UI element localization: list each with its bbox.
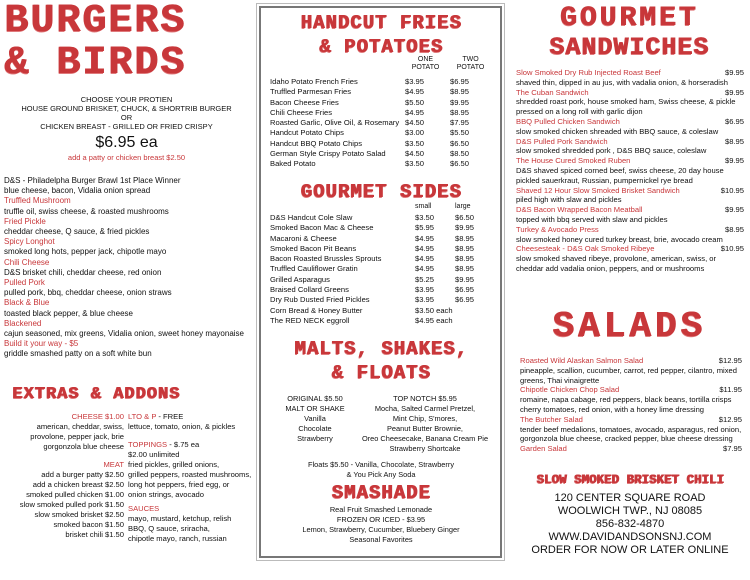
fries-row bbox=[270, 149, 495, 159]
salad-row bbox=[520, 356, 742, 366]
salad-price: $12.95 bbox=[718, 356, 742, 365]
sandwiches-column bbox=[505, 0, 750, 580]
sauces-label: SAUCES bbox=[128, 504, 160, 513]
sandwich-row bbox=[516, 244, 744, 254]
side-item: Braised Collard Greens bbox=[270, 285, 349, 295]
toppings-desc: $2.00 unlimited bbox=[128, 450, 180, 459]
fries-row bbox=[270, 108, 495, 118]
burger-name: Build it your way - $5 bbox=[4, 339, 79, 349]
burger-name: D&S - Philadelpha Burger Brawl 1st Place Winner bbox=[4, 176, 181, 185]
address-line: 120 CENTER SQUARE ROAD bbox=[554, 492, 706, 504]
fries-two-price: $6.95 bbox=[450, 77, 470, 86]
side-item: Macaroni & Cheese bbox=[270, 233, 337, 243]
burger-name: Fried Pickle bbox=[4, 216, 46, 226]
burger-name: Truffled Mushroom bbox=[4, 196, 71, 206]
toppings-label: TOPPINGS bbox=[128, 440, 168, 449]
smashade-title: SMASHADE bbox=[331, 482, 431, 504]
fries-two-price: $6.50 bbox=[450, 159, 470, 169]
burger-name: Black & Blue bbox=[4, 298, 50, 308]
salad-price: $12.95 bbox=[718, 414, 742, 424]
salad-price: $7.95 bbox=[722, 444, 742, 454]
fries-item: Bacon Cheese Fries bbox=[270, 97, 339, 107]
sandwich-price: $8.95 bbox=[724, 136, 744, 146]
salad-name: Chipotle Chicken Chop Salad bbox=[520, 385, 620, 395]
smashade-line: Lemon, Strawberry, Cucumber, Bluebery Ginger bbox=[302, 525, 460, 534]
sides-row bbox=[270, 316, 495, 326]
burger-desc: blue cheese, bacon, Vidalia onion spread bbox=[4, 186, 151, 196]
floats-text bbox=[265, 460, 497, 480]
meat-item: smoked pulled chicken $1.00 bbox=[26, 490, 124, 499]
fries-one-price: $3.00 bbox=[405, 128, 425, 138]
sides-header-cell: large bbox=[455, 203, 471, 210]
meat-item: slow smoked brisket $2.50 bbox=[34, 510, 124, 519]
smashade-line: FROZEN OR ICED - $3.95 bbox=[336, 515, 426, 524]
side-large-price: $6.50 bbox=[455, 213, 475, 222]
sandwich-row bbox=[516, 225, 744, 235]
sandwich-row bbox=[516, 156, 744, 166]
gourmet-title: GOURMET bbox=[559, 3, 699, 34]
side-small-price: $5.25 bbox=[415, 274, 435, 284]
sandwich-name: D&S Bacon Wrapped Bacon Meatball bbox=[516, 205, 643, 215]
fries-one-price: $4.95 bbox=[405, 87, 425, 97]
burger-price: $6.95 ea bbox=[95, 134, 158, 151]
sandwich-price: $8.95 bbox=[724, 224, 744, 234]
salad-row bbox=[520, 385, 742, 395]
address-line: WOOLWICH TWP., NJ 08085 bbox=[557, 505, 703, 517]
sandwich-name: The House Cured Smoked Ruben bbox=[516, 156, 631, 166]
sandwich-row bbox=[516, 137, 744, 147]
fries-one-price: $4.50 bbox=[405, 149, 425, 159]
burgers-column bbox=[0, 0, 255, 580]
side-item: Truffled Cauliflower Gratin bbox=[270, 264, 358, 274]
extras-title: EXTRAS & ADDONS bbox=[12, 385, 181, 404]
sides-row bbox=[270, 285, 495, 295]
sauces-desc: mayo, mustard, ketchup, relish bbox=[128, 514, 232, 523]
fries-item: Baked Potato bbox=[270, 159, 316, 169]
sandwich-desc: shredded roast pork, house smoked ham, Swiss cheese, & pickle pressed on a long roll with garlic dijon bbox=[516, 97, 736, 117]
fries-two-price: $5.50 bbox=[450, 128, 470, 138]
side-item: Dry Rub Dusted Fried Pickles bbox=[270, 295, 370, 305]
malt-line: Chocolate bbox=[298, 424, 332, 433]
side-large-price: $8.95 bbox=[455, 264, 475, 274]
sandwich-list bbox=[516, 68, 744, 274]
fries-two-price: $9.95 bbox=[450, 97, 470, 107]
side-large-price: $8.95 bbox=[455, 254, 475, 264]
sides-title: GOURMET SIDES bbox=[300, 181, 462, 203]
fries-one-price: $5.50 bbox=[405, 97, 425, 107]
burgers-title: BURGERS bbox=[4, 0, 187, 44]
floats-line: & You Pick Any Soda bbox=[346, 470, 416, 479]
sandwich-desc: D&S shaved spiced corned beef, swiss cheese, 20 day house pickled sauerkraut, Russian, pumpernickel rye bread bbox=[516, 165, 724, 185]
sandwich-price: $10.95 bbox=[720, 244, 744, 254]
extras-right bbox=[128, 412, 253, 544]
sandwich-desc: shaved thin, dipped in au jus, with vadalia onion, & horseradish bbox=[516, 77, 728, 87]
fries-item: Chili Cheese Fries bbox=[270, 107, 333, 117]
malts-title: MALTS, SHAKES, bbox=[294, 338, 468, 360]
sandwich-name: Slow Smoked Dry Rub Injected Roast Beef bbox=[516, 68, 661, 77]
sandwich-price: $9.95 bbox=[724, 87, 744, 97]
malt-line: Vanilla bbox=[304, 414, 326, 423]
ltop-label: LTO & P bbox=[128, 412, 157, 421]
intro-line: CHOOSE YOUR PROTIEN bbox=[80, 95, 173, 104]
sides-header bbox=[415, 203, 495, 212]
sandwich-price: $6.95 bbox=[724, 116, 744, 126]
fries-one-price: $3.95 bbox=[405, 77, 425, 86]
side-large-price: $9.95 bbox=[455, 274, 475, 284]
ltop-free: - FREE bbox=[156, 412, 184, 421]
meat-item: brisket chili $1.50 bbox=[65, 530, 124, 539]
side-small-price: $5.95 bbox=[415, 223, 435, 233]
smashade-line: Seasonal Favorites bbox=[349, 535, 413, 544]
salad-desc: tender beef medalions, tomatoes, avocado, asparagus, red onion, gorgonzola blue cheese, cracked pepper, blue cheese dressing bbox=[520, 424, 742, 444]
malt-line: Oreo Cheesecake, Banana Cream Pie bbox=[361, 434, 489, 443]
sandwich-name: Cheesesteak - D&S Oak Smoked Ribeye bbox=[516, 244, 655, 254]
sandwich-price: $9.95 bbox=[724, 205, 744, 215]
burger-desc: smoked long hots, pepper jack, chipotle mayo bbox=[4, 247, 167, 257]
sides-row bbox=[270, 306, 495, 316]
potatoes-title: & POTATOES bbox=[318, 36, 444, 58]
malt-line: Peanut Butter Brownie, bbox=[386, 424, 463, 433]
floats-line: Floats $5.50 - Vanilla, Chocolate, Strawberry bbox=[307, 460, 455, 469]
protein-intro bbox=[4, 95, 249, 162]
burger-name: Blackened bbox=[4, 318, 42, 328]
fries-one-price: $3.50 bbox=[405, 159, 425, 169]
burger-desc: truffle oil, swiss cheese, & roasted mushrooms bbox=[4, 206, 169, 216]
fries-header-cell: ONE bbox=[417, 56, 434, 63]
salad-desc: romaine, napa cabage, red peppers, black beans, tortilla crisps cherry tomatoes, red onion, with a honey lime dressing bbox=[520, 395, 732, 414]
toppings-price: - $.75 ea bbox=[167, 440, 200, 449]
toppings-desc: grilled peppers, roasted mushrooms, bbox=[128, 470, 252, 479]
salad-desc: pineapple, scallion, cucumber, carrot, red pepper, cilantro, mixed greens, Thai vinaigrette bbox=[520, 365, 737, 385]
order-online: ORDER FOR NOW OR LATER ONLINE bbox=[531, 544, 729, 556]
side-large-price: $8.95 bbox=[455, 233, 475, 243]
fries-two-price: $8.95 bbox=[450, 107, 470, 117]
burger-desc: griddle smashed patty on a soft white bun bbox=[4, 349, 152, 359]
sandwich-desc: slow smoked honey cured turkey breast, brie, avocado cream bbox=[516, 234, 723, 244]
sides-row bbox=[270, 244, 495, 254]
side-small-price: $3.95 bbox=[415, 295, 435, 305]
addon-note: add a patty or chicken breast $2.50 bbox=[67, 153, 186, 162]
salad-list bbox=[520, 356, 742, 454]
burger-list bbox=[4, 176, 254, 360]
side-large-price: $6.95 bbox=[455, 285, 475, 295]
intro-line: OR bbox=[120, 113, 133, 122]
malt-line: Mocha, Salted Carmel Pretzel, bbox=[374, 404, 476, 413]
meat-item: smoked bacon $1.50 bbox=[53, 520, 124, 529]
salad-row bbox=[520, 415, 742, 425]
intro-line: CHICKEN BREAST - GRILLED OR FRIED CRISPY bbox=[40, 122, 213, 131]
sandwich-name: The Cuban Sandwich bbox=[516, 87, 589, 97]
sandwich-name: D&S Pulled Pork Sandwich bbox=[516, 136, 608, 146]
burger-name: Chili Cheese bbox=[4, 257, 50, 267]
side-item: Grilled Asparagus bbox=[270, 274, 330, 284]
fries-header bbox=[403, 56, 493, 72]
meat-item: add a burger patty $2.50 bbox=[41, 470, 124, 479]
sauces-desc: chipotle mayo, ranch, russian bbox=[128, 534, 227, 543]
side-small-price: $4.95 bbox=[415, 254, 435, 264]
side-large-price bbox=[455, 316, 495, 326]
fries-row bbox=[270, 118, 495, 128]
malt-line: Mint Chip, S'mores, bbox=[392, 414, 458, 423]
floats-title: & FLOATS bbox=[331, 362, 431, 384]
burger-desc: cheddar cheese, Q sauce, & fried pickles bbox=[4, 227, 150, 237]
side-large-price bbox=[455, 306, 495, 316]
burger-name: Pulled Pork bbox=[4, 278, 45, 288]
salad-row bbox=[520, 444, 742, 454]
fries-item: Handcut Potato Chips bbox=[270, 128, 344, 138]
malts-original bbox=[270, 394, 360, 444]
side-small-price: $4.95 bbox=[415, 233, 435, 243]
fries-two-price: $8.95 bbox=[450, 87, 470, 97]
extras-left bbox=[4, 412, 124, 540]
cheese-label: CHEESE $1.00 bbox=[71, 412, 124, 421]
sides-row bbox=[270, 213, 495, 223]
sandwiches-title: SANDWICHES bbox=[548, 33, 710, 62]
fries-item: German Style Crispy Potato Salad bbox=[270, 149, 386, 159]
burger-desc: pulled pork, bbq, cheddar cheese, onion straws bbox=[4, 288, 172, 298]
salad-name: Garden Salad bbox=[520, 444, 567, 454]
burger-name: Spicy Longhot bbox=[4, 237, 55, 247]
salad-name: The Butcher Salad bbox=[520, 414, 583, 424]
fries-item: Roasted Garlic, Olive Oil, & Rosemary bbox=[270, 118, 400, 128]
chili-title: SLOW SMOKED BRISKET CHILI bbox=[536, 473, 724, 487]
fries-one-price: $4.95 bbox=[405, 107, 425, 117]
cheese-desc: provolone, pepper jack, brie bbox=[30, 432, 124, 441]
smashade-text bbox=[265, 505, 497, 545]
fries-header-cell: POTATO bbox=[456, 64, 485, 71]
cheese-desc: gorgonzola blue cheese bbox=[43, 442, 124, 451]
side-item: Corn Bread & Honey Butter bbox=[270, 305, 363, 315]
meat-label: MEAT bbox=[103, 460, 124, 469]
fries-title: HANDCUT FRIES bbox=[300, 12, 462, 34]
toppings-desc: onion strings, avocado bbox=[128, 490, 204, 499]
fries-header-cell: POTATO bbox=[411, 64, 440, 71]
fries-item: Idaho Potato French Fries bbox=[270, 77, 358, 86]
sides-column bbox=[255, 0, 505, 580]
cheese-desc: american, cheddar, swiss, bbox=[36, 422, 124, 431]
sandwich-desc: slow smoked chicken shreaded with BBQ sauce, & coleslaw bbox=[516, 126, 719, 136]
fries-header-cell: TWO bbox=[462, 56, 479, 63]
side-small-price: $4.95 each bbox=[415, 315, 453, 325]
sides-row bbox=[270, 223, 495, 233]
fries-row bbox=[270, 128, 495, 138]
malt-line: TOP NOTCH $5.95 bbox=[393, 394, 457, 403]
fries-two-price: $6.50 bbox=[450, 138, 470, 148]
sides-header-cell: small bbox=[415, 203, 432, 210]
fries-row bbox=[270, 77, 495, 87]
sides-row bbox=[270, 264, 495, 274]
side-item: Bacon Roasted Brussles Sprouts bbox=[270, 254, 382, 264]
salads-title: SALADS bbox=[552, 306, 706, 347]
fries-row bbox=[270, 139, 495, 149]
salad-price: $11.95 bbox=[719, 385, 742, 395]
malts-top-notch bbox=[355, 394, 495, 454]
fries-two-price: $8.50 bbox=[450, 149, 470, 159]
sandwich-name: Shaved 12 Hour Slow Smoked Brisket Sandwich bbox=[516, 185, 680, 195]
sandwich-name: Turkey & Avocado Press bbox=[516, 224, 599, 234]
side-item: The RED NECK eggroll bbox=[270, 315, 350, 325]
smashade-line: Real Fruit Smashed Lemonade bbox=[329, 505, 433, 514]
sides-row bbox=[270, 275, 495, 285]
sandwich-row bbox=[516, 117, 744, 127]
salad-name: Roasted Wild Alaskan Salmon Salad bbox=[520, 356, 644, 365]
sandwich-desc: topped with bbq served with slaw and pickles bbox=[516, 214, 668, 224]
side-small-price: $3.95 bbox=[415, 285, 435, 295]
fries-row bbox=[270, 159, 495, 169]
sandwich-desc: piled high with slaw and pickles bbox=[516, 195, 622, 205]
phone: 856-832-4870 bbox=[595, 518, 665, 530]
meat-item: add a chicken breast $2.50 bbox=[32, 480, 124, 489]
sides-row bbox=[270, 295, 495, 305]
malt-line: ORIGINAL $5.50 bbox=[287, 394, 343, 403]
burger-desc: D&S brisket chili, cheddar cheese, red onion bbox=[4, 267, 162, 277]
sandwich-desc: slow smoked shaved ribeye, provolone, american, swiss, or cheddar add vadalia onion, peppers, and or mushrooms bbox=[516, 254, 717, 273]
side-small-price: $4.95 bbox=[415, 243, 435, 253]
sandwich-row bbox=[516, 186, 744, 196]
sandwich-price: $10.95 bbox=[720, 185, 744, 195]
malt-line: Strawberry Shortcake bbox=[389, 444, 461, 453]
ltop-desc: lettuce, tomato, onion, & pickles bbox=[128, 422, 236, 431]
side-item: Smoked Bacon Mac & Cheese bbox=[270, 223, 374, 233]
sandwich-row bbox=[516, 88, 744, 98]
side-large-price: $9.95 bbox=[455, 223, 475, 233]
meat-item: slow smoked pulled pork $1.50 bbox=[19, 500, 124, 509]
sandwich-desc: slow smoked shredded pork , D&S BBQ sauce, coleslaw bbox=[516, 146, 707, 156]
fries-two-price: $7.95 bbox=[450, 118, 470, 128]
sandwich-price: $9.95 bbox=[724, 156, 744, 166]
fries-item: Truffled Parmesan Fries bbox=[270, 87, 352, 97]
fries-list bbox=[270, 77, 495, 170]
sandwich-price: $9.95 bbox=[724, 68, 744, 77]
fries-row bbox=[270, 98, 495, 108]
side-large-price: $8.95 bbox=[455, 243, 475, 253]
sandwich-name: BBQ Pulled Chicken Sandwich bbox=[516, 116, 620, 126]
birds-title: & BIRDS bbox=[4, 41, 187, 86]
fries-one-price: $3.50 bbox=[405, 138, 425, 148]
sandwich-row bbox=[516, 205, 744, 215]
side-small-price: $3.50 bbox=[415, 213, 435, 222]
sauces-desc: BBQ, Q sauce, sriracha, bbox=[128, 524, 210, 533]
side-item: Smoked Bacon Pit Beans bbox=[270, 243, 357, 253]
side-small-price: $3.50 each bbox=[415, 305, 453, 315]
fries-one-price: $4.50 bbox=[405, 118, 425, 128]
sandwich-row bbox=[516, 68, 744, 78]
malt-line: MALT OR SHAKE bbox=[285, 404, 345, 413]
side-large-price: $6.95 bbox=[455, 295, 475, 305]
malt-line: Strawberry bbox=[297, 434, 333, 443]
intro-line: HOUSE GROUND BRISKET, CHUCK, & SHORTRIB BURGER bbox=[21, 104, 232, 113]
fries-item: Handcut BBQ Potato Chips bbox=[270, 138, 363, 148]
website-link[interactable]: WWW.DAVIDANDSONSNJ.COM bbox=[548, 531, 712, 543]
side-small-price: $4.95 bbox=[415, 264, 435, 274]
toppings-desc: long hot peppers, fried egg, or bbox=[128, 480, 230, 489]
side-item: D&S Handcut Cole Slaw bbox=[270, 213, 353, 222]
sides-list bbox=[270, 213, 495, 326]
sides-row bbox=[270, 234, 495, 244]
address-block bbox=[510, 492, 750, 557]
burger-desc: cajun seasoned, mix greens, Vidalia onion, sweet honey mayonaise bbox=[4, 329, 244, 339]
fries-row bbox=[270, 87, 495, 97]
toppings-desc: fried pickles, grilled onions, bbox=[128, 460, 220, 469]
sides-row bbox=[270, 254, 495, 264]
burger-desc: toasted black pepper, & blue cheese bbox=[4, 308, 133, 318]
